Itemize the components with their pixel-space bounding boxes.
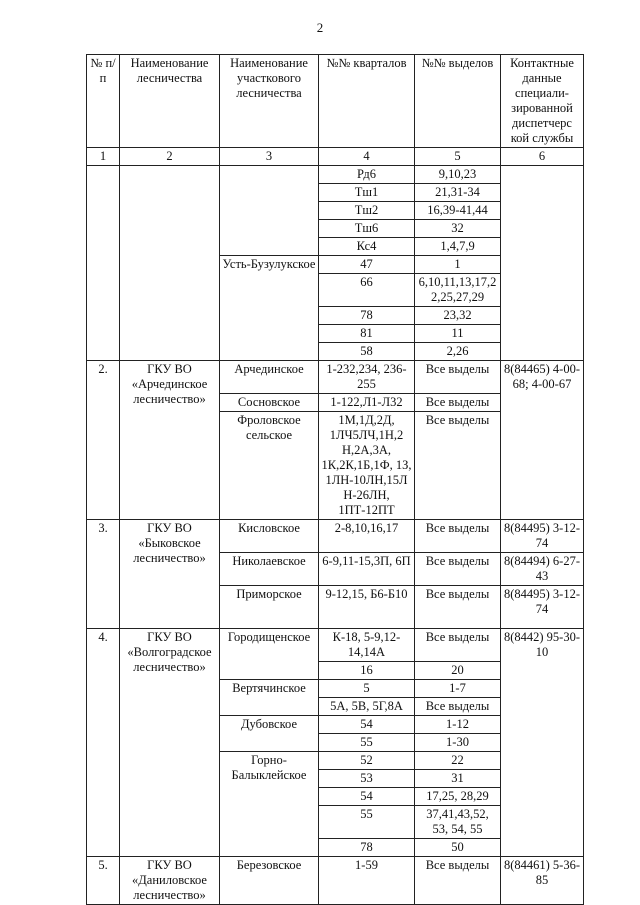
plot-cell: Все выделы	[415, 629, 501, 662]
row-number: 2.	[87, 361, 120, 520]
plot-cell: Все выделы	[415, 857, 501, 905]
quarter-cell: 78	[319, 839, 415, 857]
quarter-cell: 6-9,11-15,3П, 6П	[319, 553, 415, 586]
plot-cell: 23,32	[415, 307, 501, 325]
plot-cell: 17,25, 28,29	[415, 788, 501, 806]
district-cell: Вертячинское	[220, 680, 319, 716]
plot-cell: Все выделы	[415, 553, 501, 586]
header-contacts: Контактные данные специали-зированной диспетчерс кой службы	[501, 55, 584, 148]
plot-cell: 9,10,23	[415, 166, 501, 184]
quarter-cell: Тш1	[319, 184, 415, 202]
district-cell: Кисловское	[220, 520, 319, 553]
quarter-cell: Кс4	[319, 238, 415, 256]
quarter-cell: 54	[319, 788, 415, 806]
plot-cell: 21,31-34	[415, 184, 501, 202]
quarter-cell: 5А, 5В, 5Г,8А	[319, 698, 415, 716]
quarter-cell: 53	[319, 770, 415, 788]
plot-cell: Все выделы	[415, 394, 501, 412]
quarter-cell: 47	[319, 256, 415, 274]
plot-cell: Все выделы	[415, 520, 501, 553]
quarter-cell: 78	[319, 307, 415, 325]
col-number: 3	[220, 148, 319, 166]
quarter-cell: 55	[319, 734, 415, 752]
header-plots: №№ выделов	[415, 55, 501, 148]
quarter-cell: 1-232,234, 236-255	[319, 361, 415, 394]
quarter-cell: 5	[319, 680, 415, 698]
forestry-name: ГКУ ВО «Арчединское лесничество»	[120, 361, 220, 520]
forestry-name: ГКУ ВО «Быковское лесничество»	[120, 520, 220, 629]
plot-cell: 22	[415, 752, 501, 770]
quarter-cell: Тш6	[319, 220, 415, 238]
row-number: 4.	[87, 629, 120, 857]
quarter-cell: К-18, 5-9,12-14,14А	[319, 629, 415, 662]
plot-cell: 32	[415, 220, 501, 238]
row-number: 3.	[87, 520, 120, 629]
col-number: 6	[501, 148, 584, 166]
col-number: 2	[120, 148, 220, 166]
plot-cell: 1,4,7,9	[415, 238, 501, 256]
plot-cell: 20	[415, 662, 501, 680]
row-number: 5.	[87, 857, 120, 905]
quarter-cell: 1-122,Л1-Л32	[319, 394, 415, 412]
contact-cell: 8(84495) 3-12-74	[501, 586, 584, 629]
table-row	[87, 361, 584, 394]
header-row	[87, 55, 584, 148]
header-district: Наименование участкового лесничества	[220, 55, 319, 148]
quarter-cell: 1М,1Д,2Д, 1ЛЧ5ЛЧ,1Н,2 Н,2А,3А, 1К,2К,1Б,1Ф, 1З, 1ЛН-10ЛН,15ЛН-26ЛН, 1ПТ-12ПТ	[319, 412, 415, 520]
plot-cell: 50	[415, 839, 501, 857]
district-cell: Приморское	[220, 586, 319, 629]
contact-cell: 8(84465) 4-00-68; 4-00-67	[501, 361, 584, 520]
district-cell: Николаевское	[220, 553, 319, 586]
district-cell: Фроловское сельское	[220, 412, 319, 520]
quarter-cell: 54	[319, 716, 415, 734]
quarter-cell: 52	[319, 752, 415, 770]
contact-cell: 8(84461) 5-36-85	[501, 857, 584, 905]
plot-cell: 6,10,11,13,17,2 2,25,27,29	[415, 274, 501, 307]
district-cell: Березовское	[220, 857, 319, 905]
district-cell: Горно-Балыклейское	[220, 752, 319, 857]
district-cell: Сосновское	[220, 394, 319, 412]
forestry-name: ГКУ ВО «Даниловское лесничество»	[120, 857, 220, 905]
contact-cell: 8(84494) 6-27-43	[501, 553, 584, 586]
plot-cell: 1	[415, 256, 501, 274]
plot-cell: 1-30	[415, 734, 501, 752]
district-cell: Дубовское	[220, 716, 319, 752]
contact-cell: 8(8442) 95-30-10	[501, 629, 584, 857]
table-row	[87, 629, 584, 662]
header-quarters: №№ кварталов	[319, 55, 415, 148]
page-number: 2	[316, 20, 324, 35]
plot-cell: 2,26	[415, 343, 501, 361]
column-number-row	[87, 148, 584, 166]
cont-district-a	[220, 166, 319, 256]
plot-cell: Все выделы	[415, 412, 501, 520]
district-cell: Арчединское	[220, 361, 319, 394]
plot-cell: 1-12	[415, 716, 501, 734]
table-row	[87, 166, 584, 184]
col-number: 1	[87, 148, 120, 166]
quarter-cell: Тш2	[319, 202, 415, 220]
header-forestry: Наименование лесничества	[120, 55, 220, 148]
cont-contact	[501, 166, 584, 361]
cont-num	[87, 166, 120, 361]
quarter-cell: 16	[319, 662, 415, 680]
table-row	[87, 857, 584, 905]
district-cell: Усть-Бузулукское	[220, 256, 319, 361]
col-number: 4	[319, 148, 415, 166]
district-cell: Городищенское	[220, 629, 319, 680]
plot-cell: 37,41,43,52, 53, 54, 55	[415, 806, 501, 839]
plot-cell: Все выделы	[415, 361, 501, 394]
quarter-cell: 66	[319, 274, 415, 307]
quarter-cell: 58	[319, 343, 415, 361]
plot-cell: 1-7	[415, 680, 501, 698]
quarter-cell: Рд6	[319, 166, 415, 184]
quarter-cell: 9-12,15, Б6-Б10	[319, 586, 415, 629]
col-number: 5	[415, 148, 501, 166]
plot-cell: Все выделы	[415, 586, 501, 629]
forestry-name: ГКУ ВО «Волгоградское лесничество»	[120, 629, 220, 857]
quarter-cell: 81	[319, 325, 415, 343]
quarter-cell: 2-8,10,16,17	[319, 520, 415, 553]
plot-cell: 16,39-41,44	[415, 202, 501, 220]
cont-forestry	[120, 166, 220, 361]
table-row	[87, 520, 584, 553]
quarter-cell: 55	[319, 806, 415, 839]
plot-cell: Все выделы	[415, 698, 501, 716]
plot-cell: 11	[415, 325, 501, 343]
plot-cell: 31	[415, 770, 501, 788]
quarter-cell: 1-59	[319, 857, 415, 905]
header-num: № п/п	[87, 55, 120, 148]
forestry-table	[86, 54, 584, 905]
contact-cell: 8(84495) 3-12-74	[501, 520, 584, 553]
